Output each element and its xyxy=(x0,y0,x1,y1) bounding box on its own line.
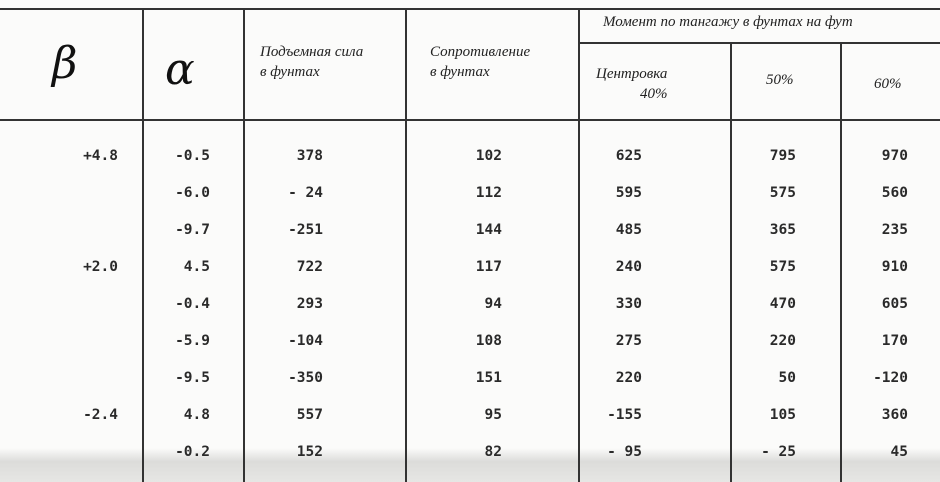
cell-alpha: -0.4 xyxy=(175,296,210,312)
header-moment-40-line: 40% xyxy=(640,86,668,102)
cell-drag: 94 xyxy=(484,296,502,312)
cell-lift: 293 xyxy=(296,296,323,312)
cell-drag: 95 xyxy=(484,407,502,423)
cell-m60: 910 xyxy=(881,259,908,275)
cell-drag: 144 xyxy=(475,222,502,238)
cell-m40: 330 xyxy=(615,296,642,312)
header-moment-50: 50% xyxy=(766,72,794,88)
cell-m60: 970 xyxy=(881,148,908,164)
cell-m50: 105 xyxy=(769,407,796,423)
cell-drag: 112 xyxy=(475,185,502,201)
cell-drag: 117 xyxy=(475,259,502,275)
header-lift xyxy=(260,42,363,82)
cell-lift: -104 xyxy=(288,333,323,349)
cell-beta: -2.4 xyxy=(83,407,118,423)
cell-beta: +4.8 xyxy=(83,148,118,164)
cell-alpha: -5.9 xyxy=(175,333,210,349)
cell-alpha: 4.8 xyxy=(183,407,210,423)
column-divider xyxy=(405,8,407,482)
moment-group-rule xyxy=(578,42,940,44)
cell-lift: 722 xyxy=(296,259,323,275)
cell-m60: 560 xyxy=(881,185,908,201)
header-lift-line: Подъемная сила xyxy=(260,44,364,60)
cell-drag: 108 xyxy=(475,333,502,349)
cell-m40: 220 xyxy=(615,370,642,386)
header-drag xyxy=(430,42,530,82)
cell-m50: 220 xyxy=(769,333,796,349)
header-drag-line: в фунтах xyxy=(430,64,490,80)
cell-m40: 625 xyxy=(615,148,642,164)
cell-beta: +2.0 xyxy=(83,259,118,275)
cell-lift: -251 xyxy=(288,222,323,238)
header-moment-40-line: Центровка xyxy=(596,66,668,82)
cell-m40: -155 xyxy=(607,407,642,423)
cell-lift: 378 xyxy=(296,148,323,164)
cell-m60: 360 xyxy=(881,407,908,423)
cell-m40: 595 xyxy=(615,185,642,201)
header-bottom-rule xyxy=(0,119,940,121)
cell-m50: 575 xyxy=(769,185,796,201)
cell-alpha: -0.2 xyxy=(175,444,210,460)
header-moment-group: Момент по тангажу в фунтах на фут xyxy=(603,14,853,30)
cell-alpha: -6.0 xyxy=(175,185,210,201)
cell-m40: 240 xyxy=(615,259,642,275)
header-alpha: α xyxy=(165,44,195,95)
cell-m40: 485 xyxy=(615,222,642,238)
cell-alpha: -9.5 xyxy=(175,370,210,386)
cell-drag: 151 xyxy=(475,370,502,386)
cell-m60: 235 xyxy=(881,222,908,238)
cell-m50: 50 xyxy=(778,370,796,386)
cell-drag: 82 xyxy=(484,444,502,460)
cell-lift: - 24 xyxy=(288,185,323,201)
cell-m60: 45 xyxy=(890,444,908,460)
header-drag-line: Сопротивление xyxy=(430,44,531,60)
header-moment-60: 60% xyxy=(874,76,902,92)
cell-alpha: -0.5 xyxy=(175,148,210,164)
cell-lift: -350 xyxy=(288,370,323,386)
header-lift-line: в фунтах xyxy=(260,64,320,80)
cell-m40: 275 xyxy=(615,333,642,349)
cell-alpha: -9.7 xyxy=(175,222,210,238)
cell-m50: 365 xyxy=(769,222,796,238)
cell-m60: 605 xyxy=(881,296,908,312)
header-moment-40 xyxy=(596,64,668,104)
cell-alpha: 4.5 xyxy=(183,259,210,275)
cell-m60: 170 xyxy=(881,333,908,349)
cell-m60: -120 xyxy=(873,370,908,386)
cell-m50: 575 xyxy=(769,259,796,275)
cell-m40: - 95 xyxy=(607,444,642,460)
cell-drag: 102 xyxy=(475,148,502,164)
cell-m50: - 25 xyxy=(761,444,796,460)
cell-lift: 152 xyxy=(296,444,323,460)
cell-m50: 470 xyxy=(769,296,796,312)
cell-m50: 795 xyxy=(769,148,796,164)
table-top-rule xyxy=(0,8,940,10)
cell-lift: 557 xyxy=(296,407,323,423)
header-beta: β xyxy=(52,38,78,89)
